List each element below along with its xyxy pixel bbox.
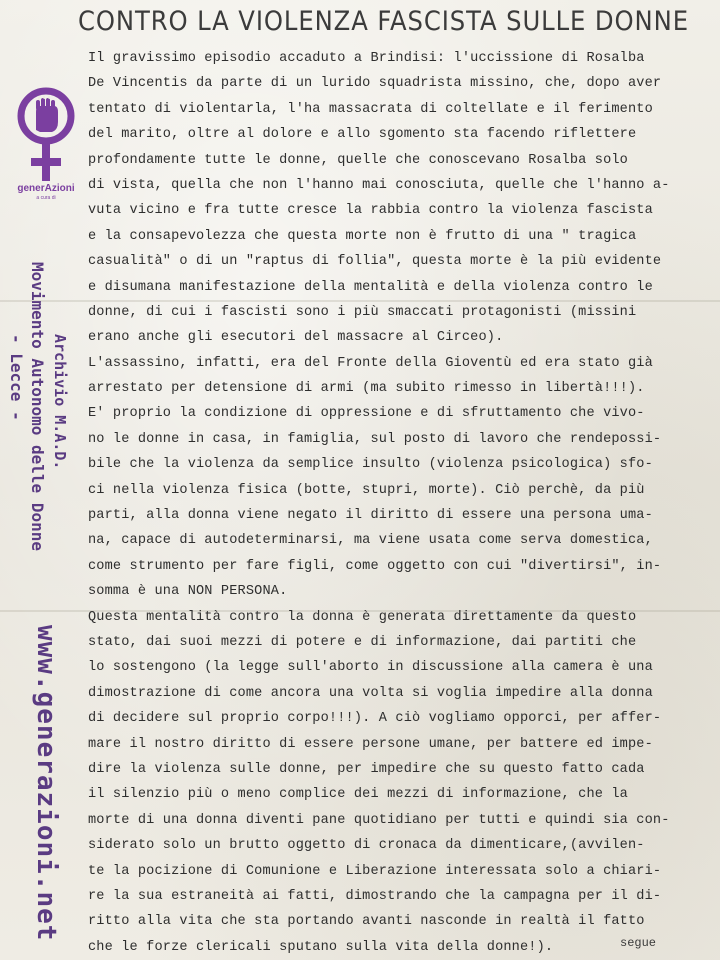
feminist-fist-icon — [14, 86, 78, 186]
body-line: erano anche gli esecutori del massacre al Circeo). — [88, 330, 504, 346]
body-line: bile che la violenza da semplice insulto (violenza psicologica) sfo- — [88, 457, 653, 473]
body-line: mare il nostro diritto di essere persone umane, per battere ed impe- — [88, 736, 653, 752]
body-line: no le donne in casa, in famiglia, sul posto di lavoro che rendepossi- — [88, 431, 662, 447]
body-line: il silenzio più o meno complice dei mezzi di informazione, che la — [88, 787, 628, 803]
body-line: ritto alla vita che sta portando avanti nasconde in realtà il fatto — [88, 914, 645, 930]
body-line: E' proprio la condizione di oppressione e di sfruttamento che vivo- — [88, 406, 645, 422]
archive-title-stamp: Archivio M.A.D. — [51, 334, 69, 470]
body-line: tentato di violentarla, l'ha massacrata di coltellate e il ferimento — [88, 101, 653, 117]
archive-city-stamp: - Lecce - — [7, 334, 26, 421]
body-line: re la sua estraneità ai fatti, dimostrando che la campagna per il di- — [88, 888, 662, 904]
body-line: che le forze clericali sputano sulla vita della donne!). — [88, 939, 554, 955]
body-line: donne, di cui i fascisti sono i più smaccati protagonisti (missini — [88, 304, 637, 320]
logo-wordmark: generAzioni — [17, 183, 75, 194]
continued-label: segue — [620, 936, 657, 950]
body-line: e la consapevolezza che questa morte non è frutto di una " tragica — [88, 228, 637, 244]
body-line: na, capace di autodeterminarsi, ma viene usata come serva domestica, — [88, 533, 653, 549]
body-line: Questa mentalità contro la donna è generata direttamente da questo — [88, 609, 637, 625]
body-line: Il gravissimo episodio accaduto a Brindisi: l'uccissione di Rosalba — [88, 51, 645, 66]
body-line: stato, dai suoi mezzi di potere e di informazione, dai partiti che — [88, 634, 637, 650]
website-stamp: www.generazioni.net — [31, 625, 61, 942]
archive-organization-stamp: Movimento Autonomo delle Donne — [28, 262, 47, 551]
body-line: profondamente tutte le donne, quelle che conoscevano Rosalba solo — [88, 152, 628, 168]
body-line: di vista, quella che non l'hanno mai conosciuta, quelle che l'hanno a- — [88, 177, 670, 193]
logo-subtitle: a cura di — [36, 195, 56, 201]
body-line: arrestato per detensione di armi (ma subito rimesso in libertà!!!). — [88, 381, 645, 397]
body-line: parti, alla donna viene negato il diritto di essere una persona uma- — [88, 508, 653, 524]
body-line: dire la violenza sulle donne, per impedire che su questo fatto cada — [88, 761, 645, 777]
document-body — [88, 46, 718, 960]
body-line: morte di una donna diventi pane quotidiano per tutti e quindi sia con- — [88, 812, 670, 828]
body-line: casualità" o di un "raptus di follia", questa morte è la più evidente — [88, 254, 662, 270]
body-line: del marito, oltre al dolore e allo sgomento sta facendo riflettere — [88, 127, 637, 143]
body-line: vuta vicino e fra tutte cresce la rabbia contro la violenza fascista — [88, 203, 653, 219]
body-line: come strumento per fare figli, come oggetto con cui "divertirsi", in- — [88, 558, 662, 574]
body-line: De Vincentis da parte di un lurido squadrista missino, che, dopo aver — [88, 76, 662, 92]
body-line: dimostrazione di come ancora una volta si voglia impedire alla donna — [88, 685, 653, 701]
body-line: somma è una NON PERSONA. — [88, 584, 288, 600]
body-line: di decidere sul proprio corpo!!!). A ciò vogliamo opporci, per affer- — [88, 711, 662, 727]
body-line: te la pocizione di Comunione e Liberazione interessata solo a chiari- — [88, 863, 662, 879]
body-line: L'assassino, infatti, era del Fronte della Gioventù ed era stato già — [88, 355, 653, 371]
body-line: ci nella violenza fisica (botte, stupri, morte). Ciò perchè, da più — [88, 482, 645, 498]
body-line: e disumana manifestazione della mentalità e della violenza contro le — [88, 279, 653, 295]
body-line: siderato solo un brutto oggetto di cronaca da dimenticare,(avvilen- — [88, 838, 645, 854]
body-line: lo sostengono (la legge sull'aborto in discussione alla camera è una — [88, 660, 653, 676]
document-headline: CONTRO LA VIOLENZA FASCISTA SULLE DONNE — [78, 6, 689, 37]
